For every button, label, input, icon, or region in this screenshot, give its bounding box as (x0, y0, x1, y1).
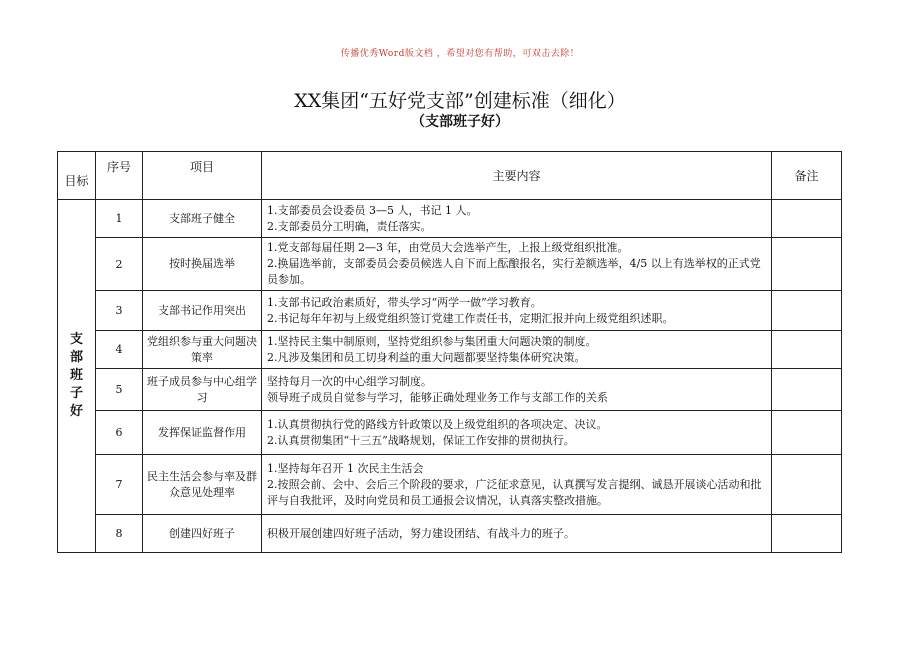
header-seq: 序号 (96, 152, 143, 200)
note-cell (772, 411, 842, 455)
content-line: 2.认真贯彻集团“十三五”战略规划，保证工作安排的贯彻执行。 (267, 433, 575, 447)
note-cell (772, 331, 842, 369)
table-row (58, 331, 842, 369)
item-cell: 党组织参与重大问题决策率 (143, 331, 262, 369)
seq-cell: 4 (96, 331, 143, 369)
content-cell (262, 200, 772, 238)
item-cell: 民主生活会参与率及群众意见处理率 (143, 455, 262, 515)
content-cell (262, 238, 772, 291)
table-row (58, 455, 842, 515)
table-row (58, 200, 842, 238)
content-cell (262, 411, 772, 455)
content-line: 2.按照会前、会中、会后三个阶段的要求，广泛征求意见，认真撰写发言提纲、诚恳开展谈心活动和批评与自我批评，及时向党员和员工通报会议情况，认真落实整改措施。 (267, 477, 762, 507)
standards-table (57, 151, 842, 553)
table-row (58, 515, 842, 553)
header-content: 主要内容 (262, 152, 772, 200)
seq-cell: 2 (96, 238, 143, 291)
page-title: XX集团“五好党支部”创建标准（细化） (294, 90, 626, 112)
content-cell (262, 455, 772, 515)
note-cell (772, 369, 842, 411)
header-note: 备注 (772, 152, 842, 200)
seq-cell: 1 (96, 200, 143, 238)
content-cell (262, 515, 772, 553)
content-line: 1.支部书记政治素质好，带头学习“两学一做”学习教育。 (267, 295, 542, 309)
content-cell (262, 369, 772, 411)
note-cell (772, 515, 842, 553)
content-line: 2.换届选举前，支部委员会委员候选人自下而上酝酿报名，实行差额选举，4/5 以上有选举权的正式党员参加。 (267, 257, 761, 286)
header-target: 目标 (58, 152, 96, 200)
content-line: 2.书记每年年初与上级党组织签订党建工作责任书，定期汇报并向上级党组织述职。 (267, 311, 674, 325)
content-line: 1.认真贯彻执行党的路线方针政策以及上级党组织的各项决定、决议。 (267, 417, 608, 431)
item-cell: 班子成员参与中心组学习 (143, 369, 262, 411)
table-row (58, 369, 842, 411)
table-row (58, 291, 842, 331)
note-cell (772, 200, 842, 238)
seq-cell: 7 (96, 455, 143, 515)
content-line: 1.党支部每届任期 2—3 年，由党员大会选举产生，上报上级党组织批准。 (267, 241, 629, 254)
content-line: 1.支部委员会设委员 3—5 人，书记 1 人。 (267, 203, 478, 217)
page-subtitle: （支部班子好） (411, 114, 509, 130)
content-line: 坚持每月一次的中心组学习制度。 (267, 374, 432, 388)
table-row (58, 238, 842, 291)
item-cell: 支部书记作用突出 (143, 291, 262, 331)
content-line: 2.支部委员分工明确，责任落实。 (267, 219, 432, 233)
table-header-row (58, 152, 842, 200)
content-line: 2.凡涉及集团和员工切身利益的重大问题都要坚持集体研究决策。 (267, 350, 586, 364)
content-line: 领导班子成员自觉参与学习，能够正确处理业务工作与支部工作的关系 (267, 390, 608, 404)
content-cell (262, 291, 772, 331)
content-cell (262, 331, 772, 369)
content-line: 积极开展创建四好班子活动，努力建设团结、有战斗力的班子。 (267, 526, 575, 540)
item-cell: 创建四好班子 (143, 515, 262, 553)
seq-cell: 5 (96, 369, 143, 411)
seq-cell: 3 (96, 291, 143, 331)
note-cell (772, 238, 842, 291)
header-item: 项目 (143, 152, 262, 200)
seq-cell: 6 (96, 411, 143, 455)
table-row (58, 411, 842, 455)
seq-cell: 8 (96, 515, 143, 553)
item-cell: 支部班子健全 (143, 200, 262, 238)
document-banner: 传播优秀Word版文档 ，希望对您有帮助，可双击去除！ (340, 49, 580, 59)
note-cell (772, 291, 842, 331)
item-cell: 按时换届选举 (143, 238, 262, 291)
content-line: 1.坚持每年召开 1 次民主生活会 (267, 461, 424, 475)
note-cell (772, 455, 842, 515)
target-cell: 支部班子好 (58, 200, 96, 553)
item-cell: 发挥保证监督作用 (143, 411, 262, 455)
content-line: 1.坚持民主集中制原则，坚持党组织参与集团重大问题决策的制度。 (267, 334, 597, 348)
